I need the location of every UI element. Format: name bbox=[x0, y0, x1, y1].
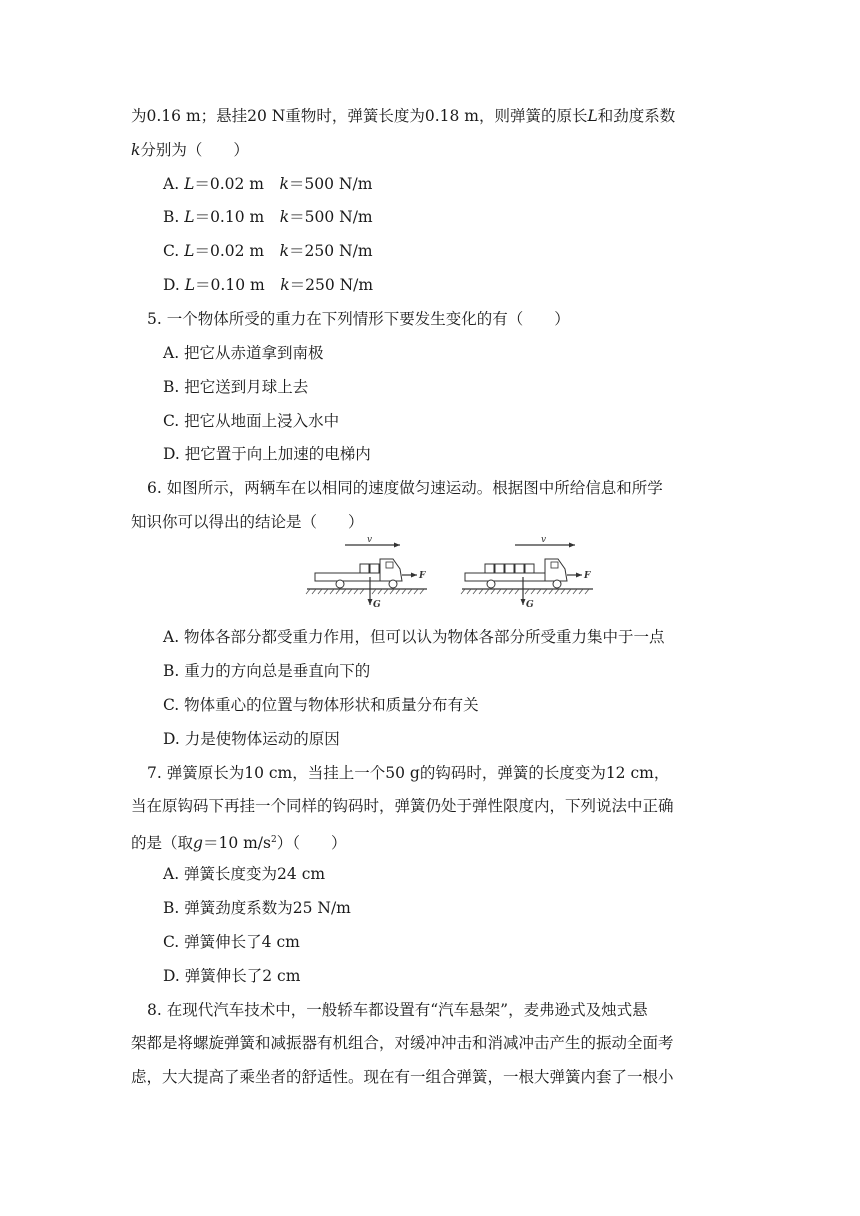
q5-stem: 5. 一个物体所受的重力在下列情形下要发生变化的有（ ） bbox=[147, 310, 570, 328]
q6-option-c: C. 物体重心的位置与物体形状和质量分布有关 bbox=[163, 696, 479, 714]
q4-option-a: A. L＝0.02 m k＝500 N/m bbox=[163, 175, 373, 193]
q8-stem-line2: 架都是将螺旋弹簧和减振器有机组合，对缓冲冲击和消减冲击产生的振动全面考 bbox=[131, 1034, 674, 1052]
q4-option-b: B. L＝0.10 m k＝500 N/m bbox=[163, 208, 373, 226]
force-label-right: F bbox=[584, 571, 591, 581]
velocity-label-right: v bbox=[541, 535, 547, 545]
q6-option-d: D. 力是使物体运动的原因 bbox=[163, 730, 340, 748]
velocity-label-left: v bbox=[367, 535, 373, 545]
q7-option-d: D. 弹簧伸长了2 cm bbox=[163, 967, 301, 985]
q5-option-d: D. 把它置于向上加速的电梯内 bbox=[163, 445, 371, 463]
q7-stem-line2: 当在原钩码下再挂一个同样的钩码时，弹簧仍处于弹性限度内，下列说法中正确 bbox=[131, 797, 674, 815]
truck-right bbox=[461, 535, 593, 610]
q4-option-d: D. L＝0.10 m k＝250 N/m bbox=[163, 276, 374, 294]
q4-stem-line1: 为0.16 m；悬挂20 N重物时，弹簧长度为0.18 m，则弹簧的原长L和劲度系数 bbox=[131, 107, 676, 125]
q4-stem-line2: k分别为（ ） bbox=[131, 141, 249, 159]
q4-option-c: C. L＝0.02 m k＝250 N/m bbox=[163, 242, 373, 260]
q6-option-b: B. 重力的方向总是垂直向下的 bbox=[163, 662, 371, 680]
q8-stem-line1: 8. 在现代汽车技术中，一般轿车都设置有“汽车悬架”，麦弗逊式及烛式悬 bbox=[147, 1001, 648, 1019]
q7-stem-line1: 7. 弹簧原长为10 cm，当挂上一个50 g的钩码时，弹簧的长度变为12 cm， bbox=[147, 764, 670, 782]
q8-stem-line3: 虑，大大提高了乘坐者的舒适性。现在有一组合弹簧，一根大弹簧内套了一根小 bbox=[131, 1068, 674, 1086]
q6-option-a: A. 物体各部分都受重力作用，但可以认为物体各部分所受重力集中于一点 bbox=[163, 628, 665, 646]
two-trucks-figure bbox=[305, 535, 595, 615]
truck-left bbox=[306, 535, 427, 610]
q5-option-b: B. 把它送到月球上去 bbox=[163, 378, 309, 396]
q5-option-a: A. 把它从赤道拿到南极 bbox=[163, 344, 324, 362]
q7-option-a: A. 弹簧长度变为24 cm bbox=[163, 865, 326, 883]
q7-option-b: B. 弹簧劲度系数为25 N/m bbox=[163, 899, 351, 917]
gravity-label-left: G bbox=[373, 600, 381, 610]
force-label-left: F bbox=[419, 571, 426, 581]
q5-option-c: C. 把它从地面上浸入水中 bbox=[163, 412, 340, 430]
gravity-label-right: G bbox=[526, 600, 534, 610]
q7-option-c: C. 弹簧伸长了4 cm bbox=[163, 933, 300, 951]
q6-stem-line1: 6. 如图所示，两辆车在以相同的速度做匀速运动。根据图中所给信息和所学 bbox=[147, 479, 663, 497]
q6-stem-line2: 知识你可以得出的结论是（ ） bbox=[131, 513, 364, 531]
q7-stem-line3: 的是（取g＝10 $m/s^2$）（ ） bbox=[131, 834, 347, 852]
